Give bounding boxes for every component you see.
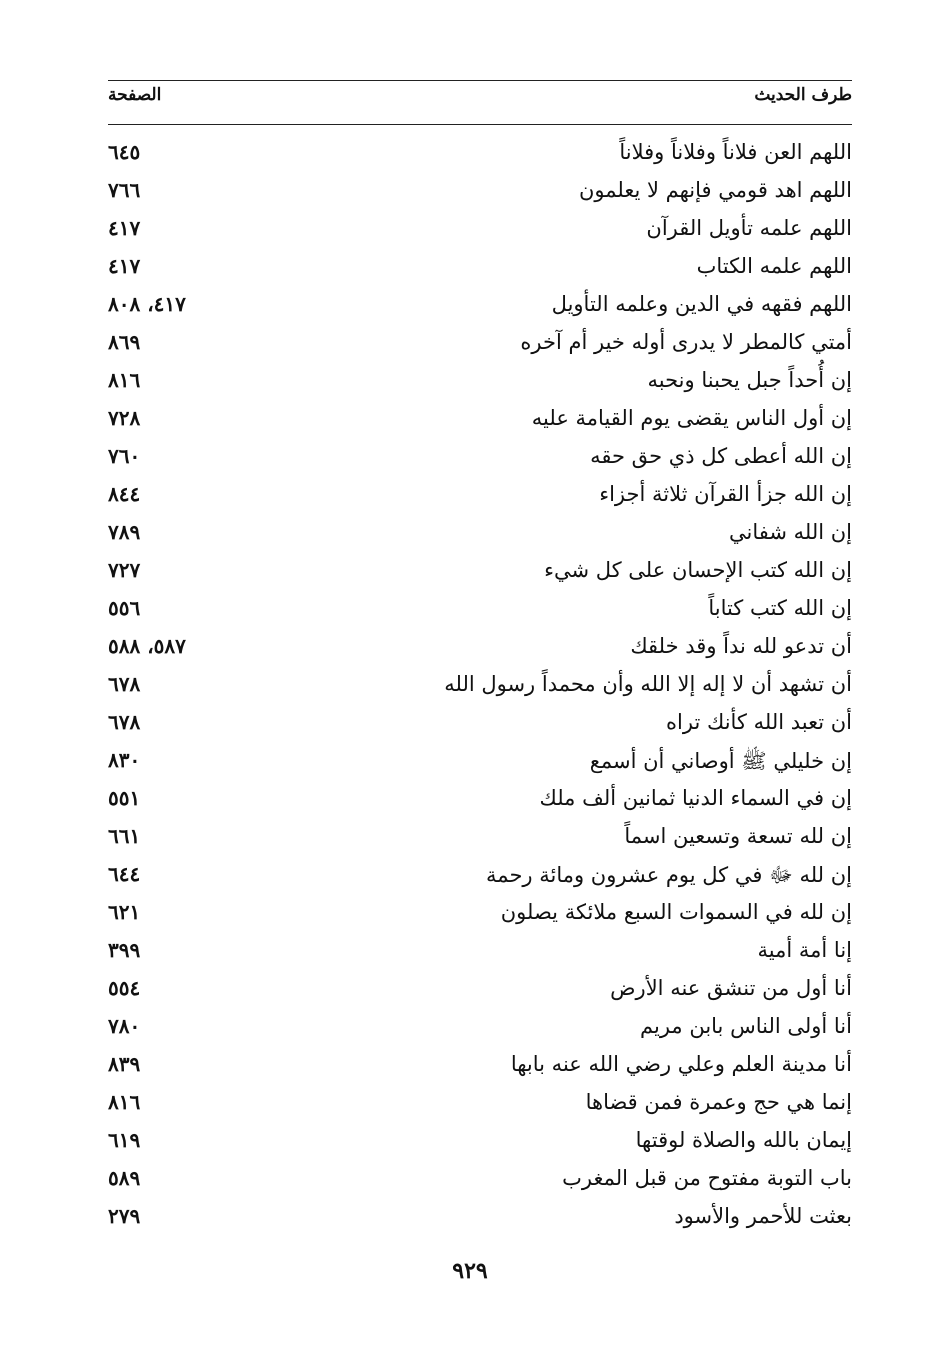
page-reference: ٦٧٨ [108,672,141,696]
hadith-incipit: إن الله كتب كتاباً [708,596,852,620]
hadith-incipit: اللهم علمه تأويل القرآن [646,216,852,240]
index-entry [108,746,852,784]
index-entry [108,556,852,594]
index-entry [108,176,852,214]
page-reference: ٣٩٩ [108,938,141,962]
top-rule [108,80,852,81]
header-rule [108,124,852,125]
index-entry [108,822,852,860]
page-reference: ٥٥٤ [108,976,141,1000]
index-entry [108,860,852,898]
hadith-incipit: إنا أمة أمية [757,938,852,962]
page-reference: ٦٢١ [108,900,141,924]
page-reference: ٥٨٩ [108,1166,141,1190]
hadith-incipit: إن الله أعطى كل ذي حق حقه [590,444,852,468]
page-reference: ٦٦١ [108,824,141,848]
index-entry [108,1126,852,1164]
index-entry [108,784,852,822]
hadith-incipit: اللهم اهد قومي فإنهم لا يعلمون [578,178,852,202]
page-reference: ٦٧٨ [108,710,141,734]
page-reference: ٦١٩ [108,1128,141,1152]
page-reference: ٦٤٥ [108,140,141,164]
column-header [108,85,852,113]
hadith-incipit: اللهم فقهه في الدين وعلمه التأويل [551,292,852,316]
hadith-incipit: اللهم العن فلاناً وفلاناً وفلاناً [619,140,852,164]
hadith-incipit: اللهم علمه الكتاب [696,254,852,278]
page-reference: ٧٢٧ [108,558,141,582]
hadith-incipit: باب التوبة مفتوح من قبل المغرب [562,1166,852,1190]
index-entry [108,366,852,404]
page-reference: ٨٦٩ [108,330,141,354]
hadith-incipit: إن خليلي ﷺ أوصاني أن أسمع [589,749,852,773]
page-number: ٩٢٩ [452,1258,488,1284]
page-reference: ٥٥١ [108,786,141,810]
page-reference: ٧٨٩ [108,520,141,544]
hadith-incipit: أنا أول من تنشق عنه الأرض [610,976,852,1000]
page-reference: ٤١٧، ٨٠٨ [108,292,186,316]
page-column-heading: الصفحة [108,85,162,105]
index-entry [108,518,852,556]
hadith-incipit: إن أول الناس يقضى يوم القيامة عليه [531,406,852,430]
page-reference: ٨٣٩ [108,1052,141,1076]
hadith-incipit: أن تعبد الله كأنك تراه [666,710,852,734]
index-entry [108,1164,852,1202]
hadith-incipit: بعثت للأحمر والأسود [674,1204,852,1228]
index-entry [108,480,852,518]
index-entry [108,936,852,974]
hadith-incipit: إن الله كتب الإحسان على كل شيء [544,558,852,582]
page-reference: ٨١٦ [108,1090,141,1114]
hadith-incipit: إن لله تسعة وتسعين اسماً [624,824,852,848]
index-entry [108,632,852,670]
hadith-incipit: إن في السماء الدنيا ثمانين ألف ملك [539,786,852,810]
page-reference: ٤١٧ [108,254,141,278]
page-reference: ٧٢٨ [108,406,141,430]
page-reference: ٧٦٦ [108,178,141,202]
index-entry [108,594,852,632]
hadith-incipit: إن الله شفاني [728,520,852,544]
page-reference: ٤١٧ [108,216,141,240]
page-reference: ٥٥٦ [108,596,141,620]
page-reference: ٨١٦ [108,368,141,392]
page-reference: ٧٦٠ [108,444,141,468]
page-reference: ٥٨٧، ٥٨٨ [108,634,186,658]
page-reference: ٨٣٠ [108,748,141,772]
index-entry [108,328,852,366]
index-entry [108,1202,852,1240]
index-entry [108,974,852,1012]
index-entry [108,1012,852,1050]
hadith-incipit: أن تشهد أن لا إله إلا الله وأن محمداً رسول الله [444,672,852,696]
hadith-incipit: أنا أولى الناس بابن مريم [640,1014,852,1038]
hadith-column-heading: طرف الحديث [754,85,852,105]
page-reference: ٧٨٠ [108,1014,141,1038]
index-entry [108,138,852,176]
index-entry [108,290,852,328]
hadith-incipit: أنا مدينة العلم وعلي رضي الله عنه بابها [510,1052,852,1076]
hadith-incipit: إن أُحداً جبل يحبنا ونحبه [647,368,852,392]
hadith-incipit: إيمان بالله والصلاة لوقتها [635,1128,852,1152]
index-entry [108,214,852,252]
hadith-incipit: إن لله ﷻ في كل يوم عشرون ومائة رحمة [486,863,852,887]
hadith-incipit: إنما هي حج وعمرة فمن قضاها [585,1090,852,1114]
index-entry [108,252,852,290]
index-entry [108,1050,852,1088]
index-entry [108,442,852,480]
index-entry [108,404,852,442]
index-entry [108,708,852,746]
hadith-index-list [108,138,852,1240]
hadith-incipit: أمتي كالمطر لا يدرى أوله خير أم آخره [520,330,852,354]
hadith-incipit: إن الله جزأ القرآن ثلاثة أجزاء [599,482,852,506]
index-entry [108,670,852,708]
index-entry [108,898,852,936]
hadith-incipit: أن تدعو لله نداً وقد خلقك [630,634,852,658]
page-reference: ٨٤٤ [108,482,141,506]
page-reference: ٢٧٩ [108,1204,141,1228]
page-reference: ٦٤٤ [108,862,141,886]
hadith-incipit: إن لله في السموات السبع ملائكة يصلون [500,900,852,924]
index-entry [108,1088,852,1126]
